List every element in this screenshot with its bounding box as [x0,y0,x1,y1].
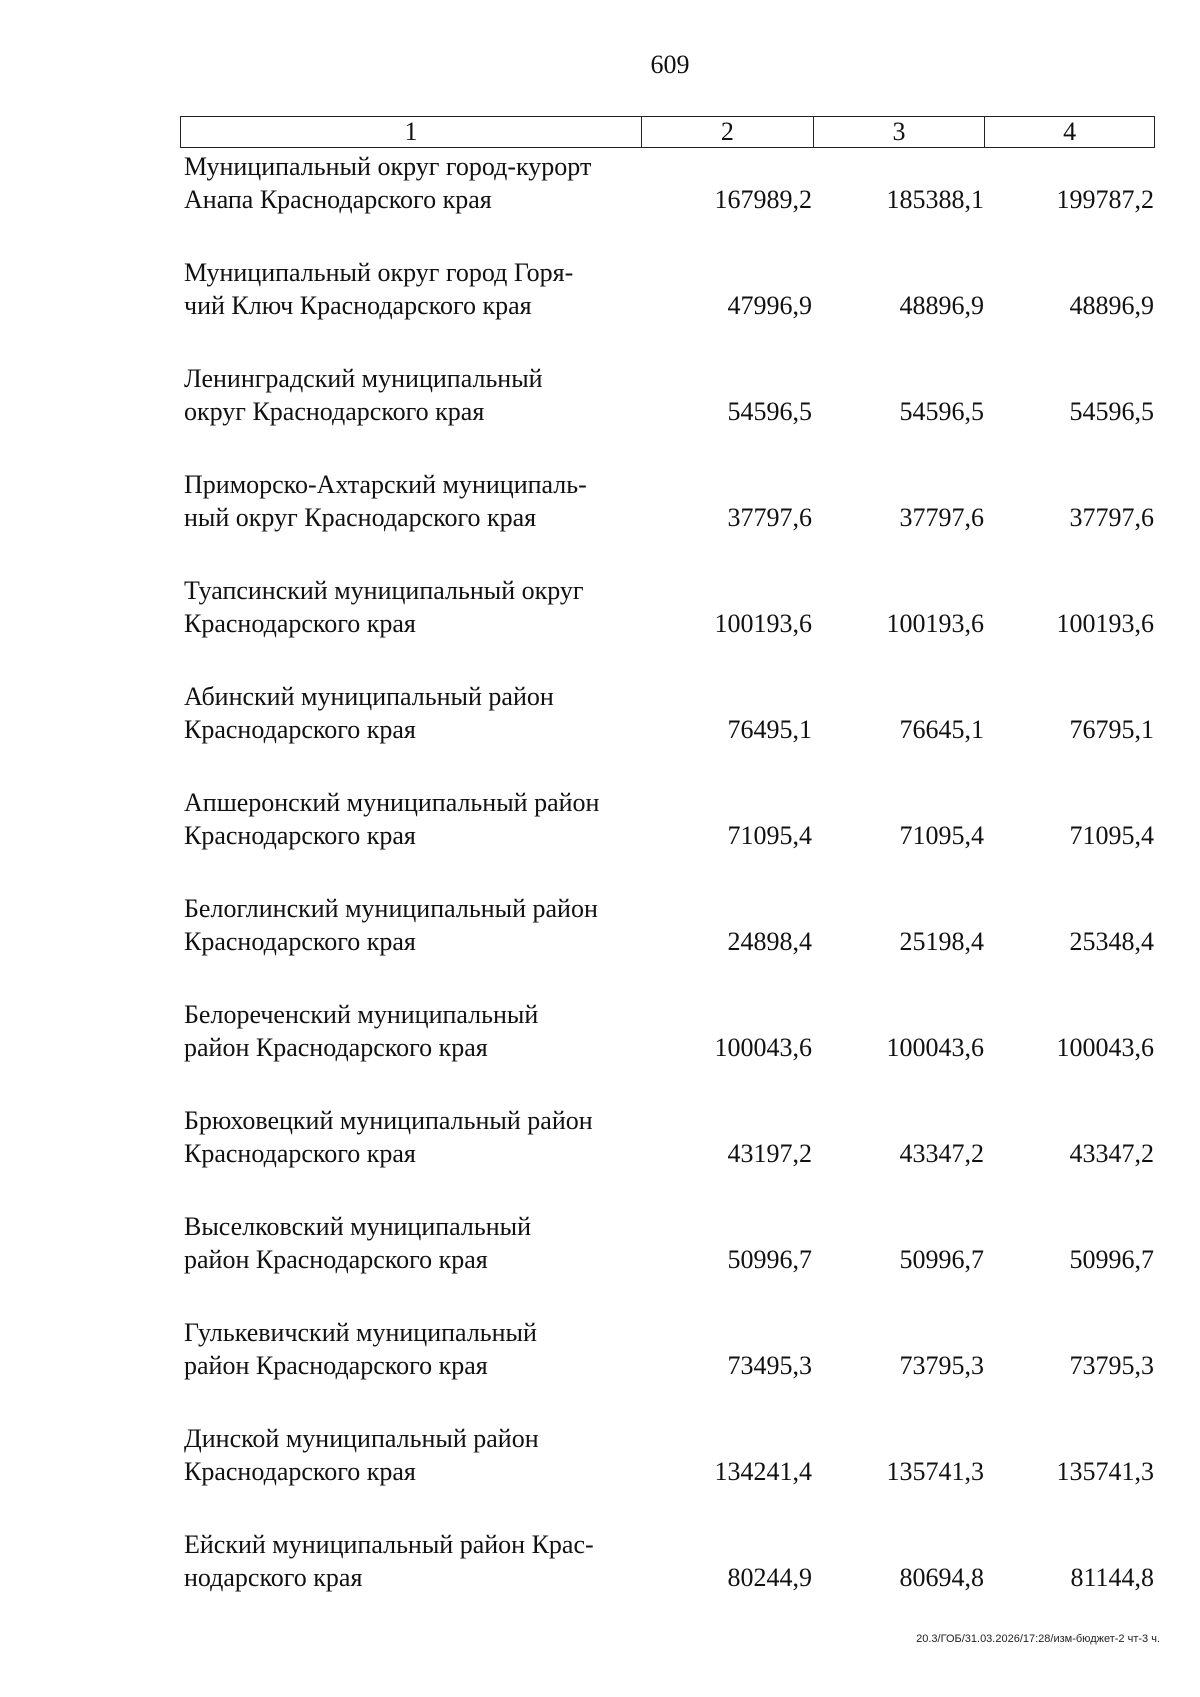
table-row [180,1210,1155,1316]
row-name-line: ный округ Краснодарского края [184,503,537,532]
table-row [180,1528,1155,1634]
row-name-line: Брюховецкий муниципальный район [184,1106,593,1135]
value-col-2: 100193,6 [714,609,812,638]
value-col-2: 76495,1 [727,715,812,744]
value-col-3: 48896,9 [899,291,984,320]
value-col-3: 71095,4 [899,821,984,850]
row-name [184,1210,644,1276]
value-col-4: 76795,1 [1069,715,1154,744]
row-name-line: Апшеронский муниципальный район [184,788,600,817]
header-col-2: 2 [642,117,814,147]
table-row [180,1104,1155,1210]
value-col-4: 100193,6 [1056,609,1154,638]
value-col-4: 43347,2 [1069,1139,1154,1168]
row-name-line: Белореченский муниципальный [184,1000,539,1029]
header-col-4: 4 [1063,117,1077,146]
row-name-line: Динской муниципальный район [184,1424,539,1453]
value-col-3: 100043,6 [886,1033,984,1062]
row-name-line: чий Ключ Краснодарского края [184,291,532,320]
document-footer-stamp: 20.3/ГОБ/31.03.2026/17:28/изм-бюджет-2 чт-3 ч. [916,1633,1160,1645]
value-col-4: 54596,5 [1069,397,1154,426]
value-col-4: 73795,3 [1069,1351,1154,1380]
table-row [180,468,1155,574]
table-row [180,892,1155,998]
value-col-4: 100043,6 [1056,1033,1154,1062]
value-col-4: 25348,4 [1069,927,1154,956]
value-col-2: 167989,2 [714,185,812,214]
row-name-line: Краснодарского края [184,715,416,744]
value-col-2: 50996,7 [727,1245,812,1274]
value-col-3: 73795,3 [899,1351,984,1380]
row-name-line: Абинский муниципальный район [184,682,554,711]
row-name-line: округ Краснодарского края [184,397,485,426]
row-name-line: Муниципальный округ город-курорт [184,152,592,181]
value-col-4: 37797,6 [1069,503,1154,532]
value-col-3: 185388,1 [886,185,984,214]
value-col-2: 71095,4 [727,821,812,850]
value-col-4: 135741,3 [1056,1457,1154,1486]
row-name [184,150,644,216]
row-name [184,1316,644,1382]
row-name [184,1528,644,1594]
table-body [180,150,1155,1634]
row-name [184,362,644,428]
row-name-line: район Краснодарского края [184,1033,488,1062]
header-col-1: 1 [181,117,642,147]
row-name [184,256,644,322]
value-col-3: 50996,7 [899,1245,984,1274]
row-name-line: Анапа Краснодарского края [184,185,492,214]
value-col-2: 73495,3 [727,1351,812,1380]
table-row [180,786,1155,892]
row-name-line: Белоглинский муниципальный район [184,894,598,923]
header-col-3: 3 [814,117,986,147]
row-name [184,786,644,852]
value-col-2: 80244,9 [727,1563,812,1592]
row-name-line: Приморско-Ахтарский муниципаль- [184,470,587,499]
row-name [184,468,644,534]
page-number: 609 [650,50,690,79]
value-col-4: 71095,4 [1069,821,1154,850]
value-col-3: 80694,8 [899,1563,984,1592]
value-col-3: 25198,4 [899,927,984,956]
value-col-2: 100043,6 [714,1033,812,1062]
row-name-line: Краснодарского края [184,927,416,956]
row-name-line: Гулькевичский муниципальный [184,1318,537,1347]
value-col-3: 76645,1 [899,715,984,744]
row-name-line: Туапсинский муниципальный округ [184,576,584,605]
table-row [180,256,1155,362]
row-name [184,892,644,958]
value-col-4: 48896,9 [1069,291,1154,320]
row-name-line: Краснодарского края [184,1139,416,1168]
row-name-line: район Краснодарского края [184,1351,488,1380]
row-name-line: Краснодарского края [184,1457,416,1486]
table-header [180,116,1155,148]
table-row [180,1316,1155,1422]
row-name-line: Краснодарского края [184,821,416,850]
row-name-line: Ейский муниципальный район Крас- [184,1530,594,1559]
row-name [184,998,644,1064]
row-name-line: Муниципальный округ город Горя- [184,258,574,287]
value-col-4: 81144,8 [1070,1563,1154,1592]
value-col-2: 47996,9 [727,291,812,320]
table-row [180,680,1155,786]
row-name [184,1422,644,1488]
value-col-2: 37797,6 [727,503,812,532]
value-col-3: 54596,5 [899,397,984,426]
table-row [180,1422,1155,1528]
value-col-4: 199787,2 [1056,185,1154,214]
value-col-3: 100193,6 [886,609,984,638]
table-row [180,150,1155,256]
value-col-4: 50996,7 [1069,1245,1154,1274]
value-col-3: 43347,2 [899,1139,984,1168]
row-name [184,1104,644,1170]
row-name [184,574,644,640]
row-name-line: Ленинградский муниципальный [184,364,543,393]
row-name [184,680,644,746]
value-col-2: 134241,4 [714,1457,812,1486]
value-col-2: 43197,2 [727,1139,812,1168]
row-name-line: нодарского края [184,1563,363,1592]
table-row [180,998,1155,1104]
row-name-line: район Краснодарского края [184,1245,488,1274]
table-row [180,362,1155,468]
value-col-2: 54596,5 [727,397,812,426]
value-col-3: 135741,3 [886,1457,984,1486]
row-name-line: Краснодарского края [184,609,416,638]
table-row [180,574,1155,680]
row-name-line: Выселковский муниципальный [184,1212,532,1241]
value-col-3: 37797,6 [899,503,984,532]
value-col-2: 24898,4 [727,927,812,956]
